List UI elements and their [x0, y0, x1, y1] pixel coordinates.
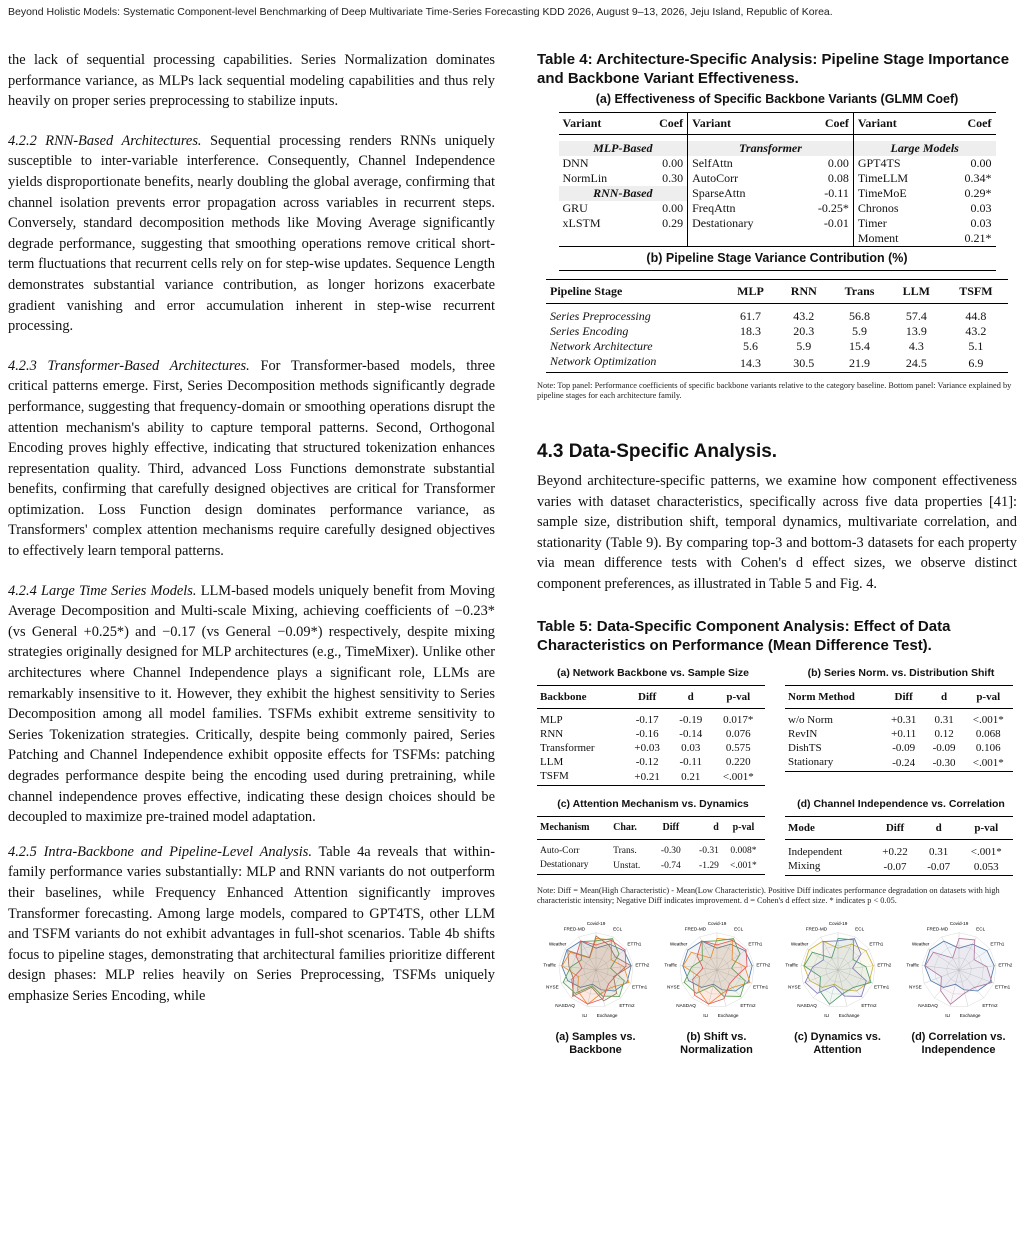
- table4a-header: Coef: [967, 116, 992, 130]
- radar-axis-label: ETTm1: [873, 983, 889, 989]
- radar-axis-label: ETTm2: [739, 1002, 756, 1008]
- table-row: [537, 769, 765, 786]
- stage-value: 20.3: [793, 324, 815, 338]
- variant-name: xLSTM: [562, 215, 601, 230]
- row-label: Mixing: [788, 859, 821, 872]
- variant-coef: -0.01: [793, 216, 853, 231]
- radar-axis-label: Traffic: [905, 961, 919, 967]
- group-rnn-based: RNN-Based: [559, 186, 688, 201]
- variant-name: SparseAttn: [692, 185, 746, 200]
- cell: -1.29: [699, 860, 719, 871]
- radar-axis-label: ETTh1: [626, 940, 641, 946]
- cell: -0.07: [927, 860, 951, 873]
- table-row: [785, 859, 1013, 876]
- cell: 0.106: [975, 742, 1001, 755]
- cell: -0.74: [660, 860, 681, 871]
- section-4-2-3-body: For Transformer-based models, three critical patterns emerge. First, Series Decomposition methods significantly degrade performance, suggesting that frequency-domain or smoothing operations disrupt the attention mechanism's ability to capture temporal patterns. Second, Orthogonal Encoding proves highly effective, indicating that structured tokenization enhances representation quality. Third, advanced Loss Functions demonstrate substantial benefits, confirming that carefully designed objectives are critical for Transformer optimization. Loss Function design dominates performance variance, as Transformers' complex attention mechanisms require carefully designed objectives to effectively learn temporal patterns.: [8, 357, 495, 560]
- group-large-models: Large Models: [853, 141, 995, 156]
- radar-axis-label: FRED-MD: [563, 926, 585, 932]
- row-label: Stationary: [788, 756, 834, 769]
- cell: 0.220: [725, 756, 751, 769]
- cell: 0.12: [934, 728, 954, 741]
- figure4: [537, 914, 1017, 1057]
- table-row: [785, 727, 1013, 741]
- table-row: [785, 741, 1013, 755]
- stage-value: 30.5: [793, 355, 815, 370]
- radar-axis-label: NYSE: [666, 983, 680, 989]
- radar-axis-label: Traffic: [542, 961, 556, 967]
- radar-axis-label: Exchange: [717, 1012, 739, 1018]
- table5c-header: Diff: [662, 822, 680, 834]
- radar-axis-label: FRED-MD: [684, 926, 706, 932]
- variant-coef: 0.03: [970, 200, 992, 215]
- stage-value: 57.4: [905, 309, 927, 323]
- table5b-header: d: [941, 690, 948, 703]
- radar-axis-label: Exchange: [838, 1012, 860, 1018]
- cell: 0.31: [934, 714, 954, 727]
- table4b-header: Pipeline Stage: [550, 283, 623, 298]
- radar-axis-label: ETTh2: [997, 961, 1012, 967]
- table5c-header: d: [713, 822, 719, 834]
- radar-axis-label: Covid-19: [828, 920, 847, 926]
- variant-coef: 0.30: [638, 171, 687, 186]
- variant-name: SelfAttn: [692, 155, 733, 170]
- table5a-panel: [537, 665, 769, 787]
- panel-title: Dynamics vs.: [810, 1030, 881, 1043]
- table4b-header: Trans: [844, 283, 875, 298]
- stage-name: Network Optimization: [550, 354, 657, 368]
- row-label: RNN: [540, 728, 564, 741]
- radar-axis-label: Exchange: [596, 1012, 618, 1018]
- stage-value: 6.9: [968, 355, 984, 370]
- panel-title: Normalization: [680, 1043, 753, 1056]
- stage-value: 43.2: [965, 324, 987, 338]
- figure4-panel-b: [658, 914, 775, 1057]
- figure4-panel-c: [779, 914, 896, 1057]
- table5-caption: Table 5: Data-Specific Component Analysis: Effect of Data Characteristics on Performance (Mean Difference Test).: [537, 617, 951, 654]
- variant-coef: 0.29*: [964, 185, 992, 200]
- table4b-title: (b) Pipeline Stage Variance Contribution (%): [559, 246, 996, 270]
- cell: <.001*: [970, 845, 1002, 858]
- variant-name: Moment: [857, 230, 899, 245]
- figure4-caption: [779, 1031, 896, 1057]
- radar-axis-label: FRED-MD: [805, 926, 827, 932]
- stage-value: 18.3: [739, 324, 761, 338]
- radar-axis-label: ETTh1: [868, 940, 883, 946]
- figure4-caption: [658, 1031, 775, 1057]
- table5d-header: Diff: [885, 822, 905, 835]
- table-row: [785, 713, 1013, 727]
- stage-value: 5.1: [968, 339, 984, 353]
- table4a-title: (a) Effectiveness of Specific Backbone Variants (GLMM Coef): [595, 92, 959, 106]
- cell: -0.30: [660, 845, 681, 856]
- table-row: [785, 755, 1013, 772]
- cell: -0.11: [679, 756, 702, 769]
- radar-chart: [661, 914, 773, 1026]
- cell: 0.068: [975, 728, 1001, 741]
- cell: 0.076: [725, 728, 751, 741]
- table5a-header: p-val: [726, 690, 751, 703]
- table5b-panel: [785, 665, 1017, 787]
- cell: 0.053: [973, 860, 999, 873]
- panel-label: (a): [555, 1030, 569, 1043]
- radar-axis-label: ETTh1: [747, 940, 762, 946]
- stage-value: 15.4: [849, 339, 871, 353]
- table5b: [785, 685, 1013, 773]
- radar-axis-label: Covid-19: [586, 920, 605, 926]
- radar-chart: [903, 914, 1015, 1026]
- table-row: [785, 845, 1013, 859]
- row-label: DishTS: [788, 742, 822, 755]
- radar-axis-label: NASDAQ: [554, 1002, 575, 1008]
- variant-name: Timer: [857, 215, 887, 230]
- variant-name: Chronos: [857, 200, 899, 215]
- stage-name: Network Architecture: [550, 339, 653, 353]
- cell: 0.575: [725, 742, 751, 755]
- table4b-header: RNN: [790, 283, 817, 298]
- radar-axis-label: ETTh1: [989, 940, 1004, 946]
- radar-axis-label: Weather: [669, 940, 687, 946]
- stage-value: 56.8: [849, 309, 871, 323]
- cell: -0.14: [679, 728, 703, 741]
- cell: -0.16: [635, 728, 659, 741]
- stage-value: 24.5: [905, 355, 927, 370]
- cell: -0.12: [635, 756, 659, 769]
- section-4-2-4-body: LLM-based models uniquely benefit from Moving Average Decomposition and Multi-scale Mixing, achieving coefficients of −0.23* (vs General +0.25*) and −0.17 (vs General −0.09*) respectively, despite mixing strategies originally designed for MLP architectures (e.g., TimeMixer). Unlike other architectures where Channel Independence plays a significant role, LLMs are remarkably insensitive to it. However, they exhibit the highest sensitivity to Series Decomposition among all model families. TSFMs exhibit extreme sensitivity to Series Tokenization strategies. Critically, despite being commonly paired, Series Patching and Channel Independence exhibit opposite effects for TSFMs: patching degrades performance despite being the encoding used during pretraining, while channel independence proves effective, indicating these design choices should be decoupled to maximize pre-trained model adaptation.: [8, 582, 495, 826]
- table5a-header: Backbone: [540, 690, 587, 703]
- radar-axis-label: ILI: [944, 1012, 950, 1018]
- table-row: [546, 324, 1008, 339]
- variant-coef: -0.25*: [793, 201, 853, 216]
- figure4-caption: [537, 1031, 654, 1057]
- cell: 0.31: [929, 845, 949, 858]
- cell: -0.09: [892, 742, 916, 755]
- cell: 0.008*: [730, 845, 757, 856]
- section-4-2-2: [8, 131, 495, 337]
- table5d-header: d: [935, 822, 942, 835]
- stage-value: 21.9: [849, 355, 871, 370]
- variant-name: GPT4TS: [857, 155, 901, 170]
- variant-name: FreqAttn: [692, 200, 736, 215]
- variant-name: TimeLLM: [857, 170, 909, 185]
- radar-axis-label: FRED-MD: [926, 926, 948, 932]
- panel-label: (c): [794, 1030, 808, 1043]
- panel-title: Samples vs.: [571, 1030, 636, 1043]
- table5b-title: (b) Series Norm. vs. Distribution Shift: [807, 666, 995, 679]
- table5-bottom-row: [537, 796, 1017, 876]
- cell: +0.03: [634, 742, 660, 755]
- section-4-2-5: [8, 842, 495, 1007]
- cell: +0.31: [890, 714, 917, 727]
- radar-axis-label: ECL: [975, 926, 985, 932]
- radar-axis-label: ETTm1: [631, 983, 647, 989]
- section-4-2-2-title: 4.2.2 RNN-Based Architectures.: [8, 132, 202, 149]
- radar-axis-label: Exchange: [959, 1012, 981, 1018]
- section-4-2-3: [8, 356, 495, 562]
- stage-value: 5.9: [852, 324, 868, 338]
- radar-axis-label: ILI: [581, 1012, 587, 1018]
- row-label: LLM: [540, 756, 564, 769]
- table4a-header: Variant: [562, 116, 602, 130]
- variant-name: GRU: [562, 200, 588, 215]
- stage-value: 44.8: [965, 309, 987, 323]
- radar-chart: [540, 914, 652, 1026]
- group-transformer: Transformer: [688, 141, 854, 156]
- table5d-header: Mode: [788, 822, 815, 835]
- cell: <.001*: [730, 860, 757, 871]
- radar-axis-label: Traffic: [784, 961, 798, 967]
- radar-axis-label: ETTm2: [981, 1002, 998, 1008]
- section-4-2-2-body: Sequential processing renders RNNs uniquely susceptible to inter-variable interference. Consequently, Channel Independence yields disproportionate benefits, nearly doubling the global average, confirming that channel isolation prevents error propagation across variables in recurrent steps. Conversely, standard decomposition methods like Moving Average significantly degrade performance, suggesting that smoothing operations remove critical short-term fluctuations that recurrent cells rely on for step-wise updates. Sequence Length demonstrates substantial variance contribution, as longer horizons exacerbate gradient vanishing and error accumulation inherent in step-wise recurrent processing.: [8, 132, 495, 335]
- variant-coef: 0.00: [970, 155, 992, 170]
- group-mlp-based: MLP-Based: [559, 141, 688, 156]
- radar-axis-label: ETTh2: [634, 961, 649, 967]
- cell: -0.24: [892, 757, 916, 770]
- cell: -0.17: [635, 714, 659, 727]
- radar-axis-label: ECL: [854, 926, 864, 932]
- table5b-header: p-val: [976, 690, 1001, 703]
- stage-value: 14.3: [739, 355, 761, 370]
- table4a-header: Variant: [857, 116, 897, 130]
- variant-coef: 0.08: [793, 171, 853, 186]
- panel-title: Attention: [813, 1043, 862, 1056]
- radar-axis-label: ETTh2: [876, 961, 891, 967]
- panel-label: (d): [911, 1030, 926, 1043]
- cell: 0.21: [681, 771, 701, 784]
- variant-coef: 0.34*: [964, 170, 992, 185]
- table5c-header: Mechanism: [540, 822, 590, 834]
- panel-title: Backbone: [569, 1043, 622, 1056]
- section-4-2-4-title: 4.2.4 Large Time Series Models.: [8, 582, 197, 599]
- table-row: [537, 727, 765, 741]
- section-4-3-title: 4.3 Data-Specific Analysis.: [537, 441, 778, 462]
- table-row: [537, 713, 765, 727]
- panel-title: Independence: [921, 1043, 996, 1056]
- radar-axis-label: Covid-19: [707, 920, 726, 926]
- cell: <.001*: [722, 771, 754, 784]
- radar-axis-label: ETTm2: [618, 1002, 635, 1008]
- stage-value: 43.2: [793, 309, 815, 323]
- section-4-2-5-title: 4.2.5 Intra-Backbone and Pipeline-Level Analysis.: [8, 843, 312, 860]
- variant-name: DNN: [562, 155, 589, 170]
- table5a: [537, 685, 765, 787]
- cell: -0.31: [699, 845, 719, 856]
- cell: +0.21: [634, 771, 660, 784]
- table4a: [559, 112, 996, 271]
- variant-coef: 0.03: [970, 215, 992, 230]
- radar-axis-label: NASDAQ: [796, 1002, 817, 1008]
- stage-value: 61.7: [739, 309, 761, 323]
- radar-axis-label: NASDAQ: [675, 1002, 696, 1008]
- cell: 0.017*: [723, 714, 754, 727]
- radar-axis-label: NASDAQ: [917, 1002, 938, 1008]
- panel-label: (b): [686, 1030, 701, 1043]
- table-row: [546, 354, 1008, 373]
- row-label: RevIN: [788, 728, 818, 741]
- stage-value: 5.6: [742, 339, 758, 353]
- radar-axis-label: ILI: [702, 1012, 708, 1018]
- radar-axis-label: NYSE: [787, 983, 801, 989]
- row-label: TSFM: [540, 770, 569, 783]
- table-row: [537, 844, 765, 858]
- radar-axis-label: Traffic: [663, 961, 677, 967]
- table5-note: Note: Diff = Mean(High Characteristic) - Mean(Low Characteristic). Positive Diff indicates performance degradation on datasets with high characteristic intensity; Negative Diff indicates improvement. d = Cohen's d effect size. * indicates p < 0.05.: [537, 885, 1000, 905]
- radar-chart: [782, 914, 894, 1026]
- table4a-header: Coef: [793, 113, 853, 135]
- row-label: Transformer: [540, 742, 595, 755]
- table4b-header: MLP: [737, 283, 764, 298]
- radar-axis-label: NYSE: [545, 983, 559, 989]
- cell: -0.09: [932, 742, 956, 755]
- stage-name: Series Preprocessing: [550, 309, 651, 323]
- table5d-header: p-val: [974, 822, 999, 835]
- table4a-header: Variant: [692, 116, 732, 130]
- section-4-2-4: [8, 581, 495, 828]
- cell: -0.30: [932, 757, 956, 770]
- stage-value: 13.9: [905, 324, 927, 338]
- variant-coef: 0.29: [638, 216, 687, 231]
- table4-note: Note: Top panel: Performance coefficients of specific backbone variants relative to the category baseline. Bottom panel: Variance explained by pipeline stages for each architecture family.: [537, 381, 1012, 400]
- table5d-title: (d) Channel Independence vs. Correlation: [797, 798, 1005, 811]
- row-label: MLP: [540, 714, 563, 727]
- table5a-header: d: [687, 690, 694, 703]
- variant-name: NormLin: [562, 170, 608, 185]
- table5b-header: Norm Method: [788, 690, 855, 703]
- table5c: [537, 816, 765, 875]
- table-row: [537, 755, 765, 769]
- stage-name: Series Encoding: [550, 324, 629, 338]
- row-label: w/o Norm: [788, 714, 833, 727]
- left-column: [8, 50, 495, 1007]
- table5a-title: (a) Network Backbone vs. Sample Size: [557, 666, 749, 679]
- radar-axis-label: ETTm2: [860, 1002, 877, 1008]
- figure4-panel-a: [537, 914, 654, 1057]
- table-row: [546, 339, 1008, 354]
- stage-value: 4.3: [908, 339, 924, 353]
- table5c-header: p-val: [732, 822, 755, 834]
- right-column: [537, 50, 1017, 1057]
- table4b-header: LLM: [902, 283, 930, 298]
- section-4-3-body: Beyond architecture-specific patterns, we examine how component effectiveness varies with dataset characteristics, specifically across five data properties [41]: sample size, distribution shift, temporal dynamics, multivariate correlation, and stationarity (Table 9). By comparing top-3 and bottom-3 datasets for each property via mean difference tests with Cohen's d effect sizes, we observe distinct component preferences, as illustrated in Table 5 and Fig. 4.: [537, 473, 1017, 592]
- variant-name: Destationary: [692, 215, 754, 230]
- paragraph-mlp-end: the lack of sequential processing capabilities. Series Normalization dominates performance variance, as MLPs lack sequential modeling capabilities and thus rely heavily on proper series preprocessing to stabilize inputs.: [8, 52, 495, 110]
- table-row: [546, 309, 1008, 324]
- cell: -0.07: [883, 860, 907, 873]
- variant-name: AutoCorr: [692, 170, 739, 185]
- section-4-2-3-title: 4.2.3 Transformer-Based Architectures.: [8, 357, 250, 374]
- variant-coef: 0.00: [638, 201, 687, 216]
- figure4-caption: [900, 1031, 1017, 1057]
- cell: Trans.: [613, 845, 637, 856]
- variant-coef: 0.21*: [964, 230, 992, 245]
- cell: <.001*: [972, 714, 1004, 727]
- table4b-header: TSFM: [959, 283, 993, 298]
- table5c-header: Char.: [613, 822, 637, 834]
- radar-axis-label: ECL: [733, 926, 743, 932]
- table-row: [537, 741, 765, 755]
- row-label: Destationary: [540, 859, 589, 870]
- table-row: [537, 858, 765, 875]
- cell: +0.11: [891, 728, 917, 741]
- cell: Unstat.: [613, 860, 641, 871]
- variant-name: TimeMoE: [857, 185, 907, 200]
- radar-axis-label: ETTh2: [755, 961, 770, 967]
- radar-axis-label: Covid-19: [949, 920, 968, 926]
- cell: -0.19: [679, 714, 703, 727]
- table5b-header: Diff: [894, 690, 913, 703]
- panel-title: Correlation vs.: [928, 1030, 1006, 1043]
- cell: <.001*: [972, 757, 1004, 770]
- row-label: Independent: [788, 845, 843, 858]
- table5d-panel: [785, 796, 1017, 876]
- table5d: [785, 816, 1013, 876]
- radar-axis-label: Weather: [790, 940, 808, 946]
- radar-axis-label: ETTm1: [752, 983, 768, 989]
- table4a-header: Coef: [638, 113, 687, 135]
- variant-coef: 0.00: [793, 156, 853, 171]
- variant-coef: -0.11: [793, 186, 853, 201]
- radar-axis-label: Weather: [548, 940, 566, 946]
- variant-coef: 0.00: [638, 156, 687, 171]
- radar-axis-label: ECL: [612, 926, 622, 932]
- radar-axis-label: ETTm1: [994, 983, 1010, 989]
- table5c-title: (c) Attention Mechanism vs. Dynamics: [557, 798, 749, 811]
- radar-axis-label: ILI: [823, 1012, 829, 1018]
- running-header: Beyond Holistic Models: Systematic Component-level Benchmarking of Deep Multivariate Time-Series Forecasting KDD 2026, August 9–13, 2026, Jeju Island, Republic of Korea.: [8, 6, 833, 18]
- table4-caption: Table 4: Architecture-Specific Analysis: Pipeline Stage Importance and Backbone Variant Effectiveness.: [537, 51, 1010, 87]
- table5a-header: Diff: [638, 690, 657, 703]
- panel-title: Shift vs.: [703, 1030, 747, 1043]
- table5-top-row: [537, 665, 1017, 787]
- cell: 0.03: [681, 742, 701, 755]
- section-4-2-5-body: Table 4a reveals that within-family performance varies substantially: MLP and RNN variants do not outperform their baselines, while Frequency Enhanced Attention significantly improves Transformer forecasting. Among large models, compared to GPT4TS, other LLM and TSFM variants do not exhibit advantages in full-shot scenarios. Table 4b shifts focus to pipeline stages, demonstrating that architectural families prioritize different design phases: MLP relies heavily on Series Preprocessing, TSFMs uniquely emphasize Series Encoding, while: [8, 843, 496, 1004]
- radar-axis-label: NYSE: [908, 983, 922, 989]
- row-label: Auto-Corr: [540, 845, 580, 856]
- cell: +0.22: [882, 845, 908, 858]
- table5c-panel: [537, 796, 769, 876]
- figure4-panel-d: [900, 914, 1017, 1057]
- table4b: [546, 279, 1008, 374]
- radar-axis-label: Weather: [911, 940, 929, 946]
- stage-value: 5.9: [796, 339, 812, 353]
